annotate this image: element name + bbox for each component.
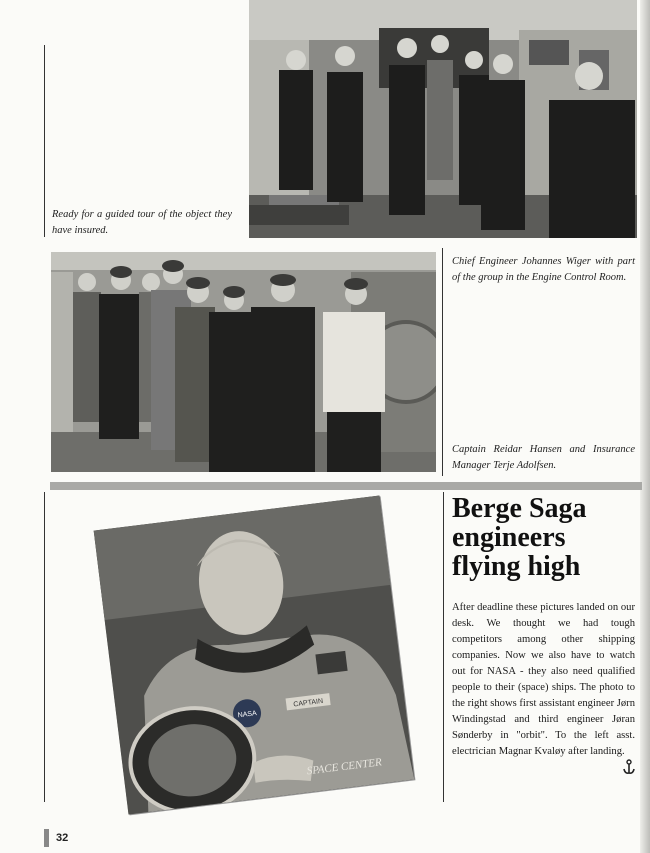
space-center-logo: SPACE CENTER: [306, 756, 383, 778]
section-divider-band: [50, 482, 642, 490]
column-rule-middle: [442, 248, 443, 476]
article-headline: [452, 494, 642, 581]
engine-control-room-illustration: [249, 0, 637, 238]
middle-photo-caption: Chief Engineer Johannes Wiger with part of the group in the Engine Control Room.: [452, 256, 635, 283]
article-body: After deadline these pictures landed on our desk. We thought we had tough competitors among other shipping companies. Now we also have to watch out for NASA - they also need qualified people to their (space) ships. The photo to the right shows first assistant engineer Jørn Windingstad and third engineer Jøran Sønderby in "orbit". To the left asst. electrician Magnar Kvaløy after landing.: [452, 602, 636, 757]
headline-line-2: engineers: [452, 522, 566, 553]
nasa-patch: NASA: [237, 710, 258, 720]
right-photo-caption: Captain Reidar Hansen and Insurance Manager Terje Adolfsen.: [452, 444, 635, 471]
group-hardhats-photo: [51, 252, 436, 472]
group-hardhats-illustration: [51, 252, 436, 472]
column-rule-top: [44, 45, 45, 237]
headline-line-3: flying high: [452, 551, 581, 582]
engine-control-room-photo: [249, 0, 637, 238]
astronaut-illustration: [94, 496, 415, 815]
anchor-icon: [622, 759, 636, 775]
top-photo-caption: Ready for a guided tour of the object they have insured.: [52, 209, 232, 236]
page-edge: [640, 0, 650, 853]
page-number: 32: [44, 829, 68, 847]
column-rule-bottom-left: [44, 492, 45, 802]
name-tag: CAPTAIN: [293, 697, 324, 709]
headline-line-1: Berge Saga: [452, 493, 587, 524]
astronaut-photo: [94, 496, 415, 815]
column-rule-bottom-right: [443, 492, 444, 802]
